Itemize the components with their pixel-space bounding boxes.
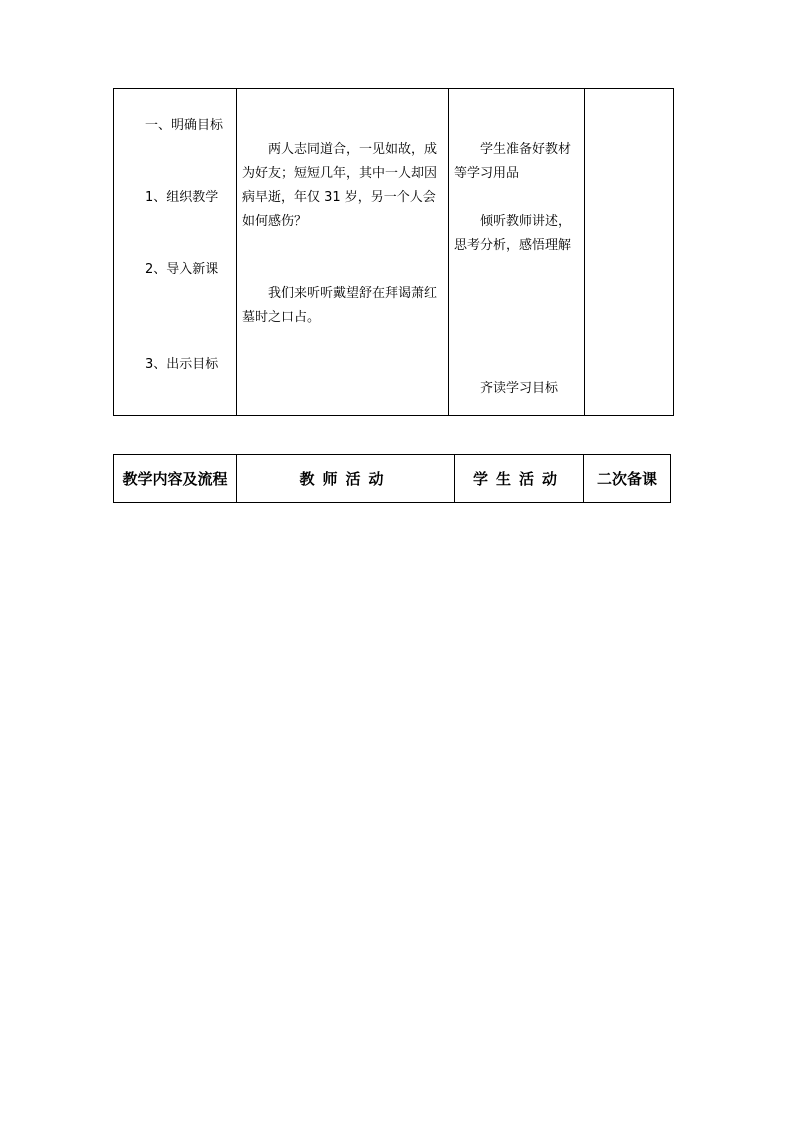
student-prepare-paragraph: 学生准备好教材等学习用品 <box>454 142 572 181</box>
steps-column <box>114 89 237 415</box>
teacher-activity-column <box>237 89 449 415</box>
student-read-objectives: 齐读学习目标 <box>480 381 559 396</box>
lesson-flow-table <box>113 88 674 416</box>
lesson-header-table <box>113 454 671 503</box>
step-organize-teaching: 1、组织教学 <box>145 190 219 205</box>
step-show-objectives: 3、出示目标 <box>145 357 219 372</box>
teacher-poem-paragraph: 我们来听听戴望舒在拜谒萧红墓时之口占。 <box>242 286 438 325</box>
header-teacher-activity: 教师活动 <box>237 455 455 502</box>
second-prep-column <box>585 89 673 415</box>
student-listen-paragraph: 倾听教师讲述，思考分析，感悟理解 <box>454 214 572 253</box>
header-second-preparation: 二次备课 <box>596 469 657 488</box>
header-student-activity: 学生活动 <box>455 455 584 502</box>
student-activity-column <box>449 89 585 415</box>
step-introduce-lesson: 2、导入新课 <box>145 262 219 277</box>
teacher-intro-paragraph: 两人志同道合，一见如故，成为好友；短短几年，其中一人却因病早逝，年仅 31 岁，另一个人会如何感伤？ <box>242 142 438 229</box>
step-heading: 一、明确目标 <box>145 118 224 133</box>
header-content-and-flow: 教学内容及流程 <box>114 455 237 502</box>
